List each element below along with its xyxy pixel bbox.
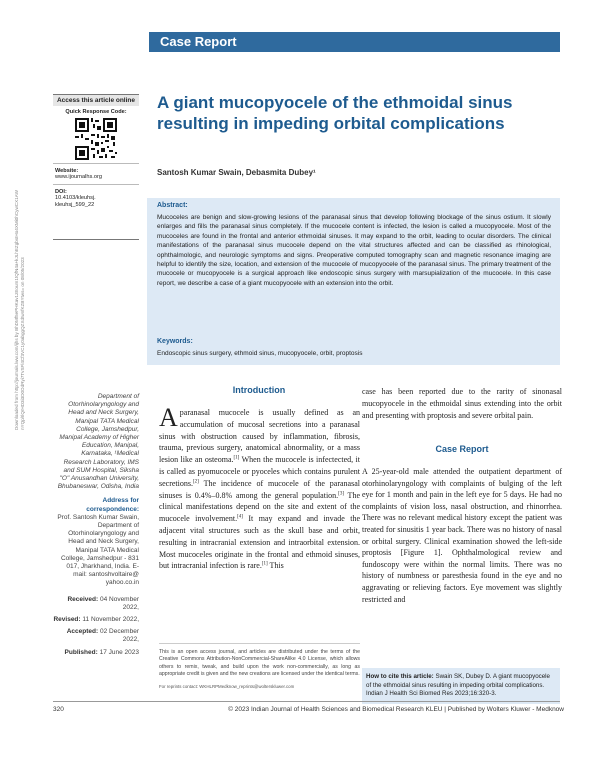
abstract-heading: Abstract: xyxy=(157,202,188,209)
citation-text: Swain SK, Dubey D. A giant mucopyocele of the ethmoidal sinus resulting in impeding orbital complications. Indian J Health Sci Biomed Res 2023;16:320-3. xyxy=(366,673,550,697)
article-dates xyxy=(53,596,139,657)
correspondence-text: Prof. Santosh Kumar Swain, Department of Otorhinolaryngology and Head and Neck Surgery, Manipal TATA Medical College, Jamshedpur - 831 017, Jharkhand, India. E-mail: santoshvoltaire@ yahoo.co.in xyxy=(57,513,139,587)
accepted-date: 02 December 2022, xyxy=(99,628,139,644)
drop-cap: A xyxy=(159,403,178,432)
citation-label: How to cite this article: xyxy=(366,673,434,680)
ref-link[interactable]: [2] xyxy=(193,479,199,485)
published-date: 17 June 2023 xyxy=(99,648,139,656)
correspondence-heading: Address for correspondence: xyxy=(86,497,139,513)
keywords-text: Endoscopic sinus surgery, ethmoid sinus, mucopyocele, orbit, proptosis xyxy=(157,350,363,357)
received-date: 04 November 2022, xyxy=(99,595,139,611)
page-number: 320 xyxy=(53,706,64,713)
case-report-text: A 25-year-old male attended the outpatient department of otorhinolaryngology with complaints of bulging of the left eye for 1 month and pain in the left eye for 5 days. He had no complaints of vision loss, nasal obstruction, and rhinorrhea. There was no relevant medical history except the patient was treated for sinusitis 1 year back. There was no history of nasal or orbital surgery. Clinical examination showed the left-side proptosis [Figure 1]. Ophthalmological review and fundoscopy were within the normal limits. There was no history of numbness or paresthesia found in the eye and no aggravating or relieving factors. Eye movement was slightly restricted and xyxy=(362,467,562,604)
download-notice-line-2: nYQp/IlQrHD3i3D0OdRyi7TvSFl4Cf3VC1y0abggQZXdtwnfKZBYtws= on 08/05/2023 xyxy=(20,257,25,430)
footer-divider xyxy=(53,701,560,702)
qr-code-icon[interactable] xyxy=(75,118,117,160)
open-access-notice xyxy=(159,643,360,690)
abstract-text: Mucoceles are benign and slow-growing lesions of the paranasal sinus that develop following blockage of the sinus ostium. It slowly enlarges and fills the paranasal sinus completely. If the mucocele content is infected, the lesion is called a mucopyocele. Most of the mucoceles are found in the frontal and anterior ethmoidal sinuses. It may expand to the orbit, leading to ocular disorders. The clinical manifestations of the paranasal sinus mucocele depend on the vital structures affected and can be classified as rhinological, ophthalmologic, and neurologic symptoms and signs. Preoperative computed tomography scan and magnetic resonance imaging are helpful to identify the size, location, and extension of the mucocele of mucopyocele of the paranasal sinus. The primary treatment of the mucocele or mucopyocele is a surgical approach like endoscopic sinus surgery with marsupialization of the mucocele. In this case report, we describe a case of a giant mucopyocele with an extension into the orbit. xyxy=(157,214,551,287)
download-notice xyxy=(14,130,28,430)
ref-link[interactable]: [1] xyxy=(233,455,240,461)
download-notice-line-1: Downloaded from http://journals.lww.com/ijhs by BhDMf5ePHKav1zEoum1tQfN4a+kJLhEZgbsIHo4XMi0hCywCX1AW xyxy=(14,190,19,430)
doi-line-2[interactable]: kleuhsj_599_22 xyxy=(55,202,95,208)
affiliation-column xyxy=(53,393,139,661)
case-report-heading: Case Report xyxy=(435,444,489,454)
article-title: A giant mucopyocele of the ethmoidal sinus resulting in impeding orbital complications xyxy=(157,93,513,133)
ref-link[interactable]: [1] xyxy=(261,561,268,567)
open-access-text: This is an open access journal, and articles are distributed under the terms of the Creative Commons Attribution-NonCommercial-ShareAlike 4.0 License, which allows others to remix, tweak, and build upon the work non-commercially, as long as appropriate credit is given and the new creations are licensed under the identical terms. xyxy=(159,649,360,678)
revised-label: Revised: xyxy=(53,616,81,624)
qr-label: Quick Response Code: xyxy=(65,109,127,115)
revised-date: 11 November 2022, xyxy=(82,616,139,624)
ref-link[interactable]: [4] xyxy=(237,514,243,520)
section-banner: Case Report xyxy=(149,32,560,52)
affiliation-text: Department of Otorhinolaryngology and Head and Neck Surgery, Manipal TATA Medical College, Jamshedpur, Manipal Academy of Higher Education, Manipal, Karnataka, ¹Medical Research Laboratory, IMS and SUM Hospital, Siksha "O" Anusandhan University, Bhubaneswar, Odisha, India xyxy=(57,393,139,491)
doi-line-1[interactable]: 10.4103/kleuhsj. xyxy=(55,195,96,201)
access-heading: Access this article online xyxy=(53,95,139,106)
doi-label: DOI: xyxy=(55,189,67,195)
access-online-box xyxy=(53,94,139,240)
published-label: Published: xyxy=(64,648,98,656)
ref-link[interactable]: [3] xyxy=(338,490,345,496)
reprints-contact: For reprints contact: WKHLRPMedknow_reprints@wolterskluwer.com xyxy=(159,683,295,689)
introduction-heading: Introduction xyxy=(232,385,286,395)
keywords-heading: Keywords: xyxy=(157,338,193,345)
footer-text: © 2023 Indian Journal of Health Sciences and Biomedical Research KLEU | Published by Wolters Kluwer - Medknow xyxy=(228,706,564,713)
website-label: Website: xyxy=(55,168,79,174)
introduction-continued: case has been reported due to the rarity of sinonasal mucopyocele in the ethmoidal sinus extending into the orbit and presenting with proptosis and severe orbital pain. xyxy=(362,387,562,420)
website-link[interactable]: www.ijournalhs.org xyxy=(55,174,102,180)
article-authors: Santosh Kumar Swain, Debasmita Dubey¹ xyxy=(157,168,316,177)
received-label: Received: xyxy=(67,595,99,603)
introduction-text: Aparanasal mucocele is usually defined as an accumulation of mucosal secretions into a paranasal sinus with obstruction caused by inflammation, fibrosis, trauma, previous surgery, anatomical abnormality, or a mass lesion like an osteoma.[1] When the mucocele is infectected, it is called as pyomucocele or pyoceles which contains purulent secretions.[2] The incidence of mucocele of the paranasal sinuses is 0.4%–0.8% among the general population.[3] The clinical manifestations depend on the site and extent of the mucocele involvement.[4] It may expand and invade the adjacent vital structures such as the skull base and orbit, resulting in intracranial extension and intraorbital extension. Most mucoceles originate in the frontal and ethmoid sinuses, but intracranial infection is rare.[1] This xyxy=(159,403,360,571)
accepted-label: Accepted: xyxy=(66,628,99,636)
citation-box xyxy=(362,668,560,704)
